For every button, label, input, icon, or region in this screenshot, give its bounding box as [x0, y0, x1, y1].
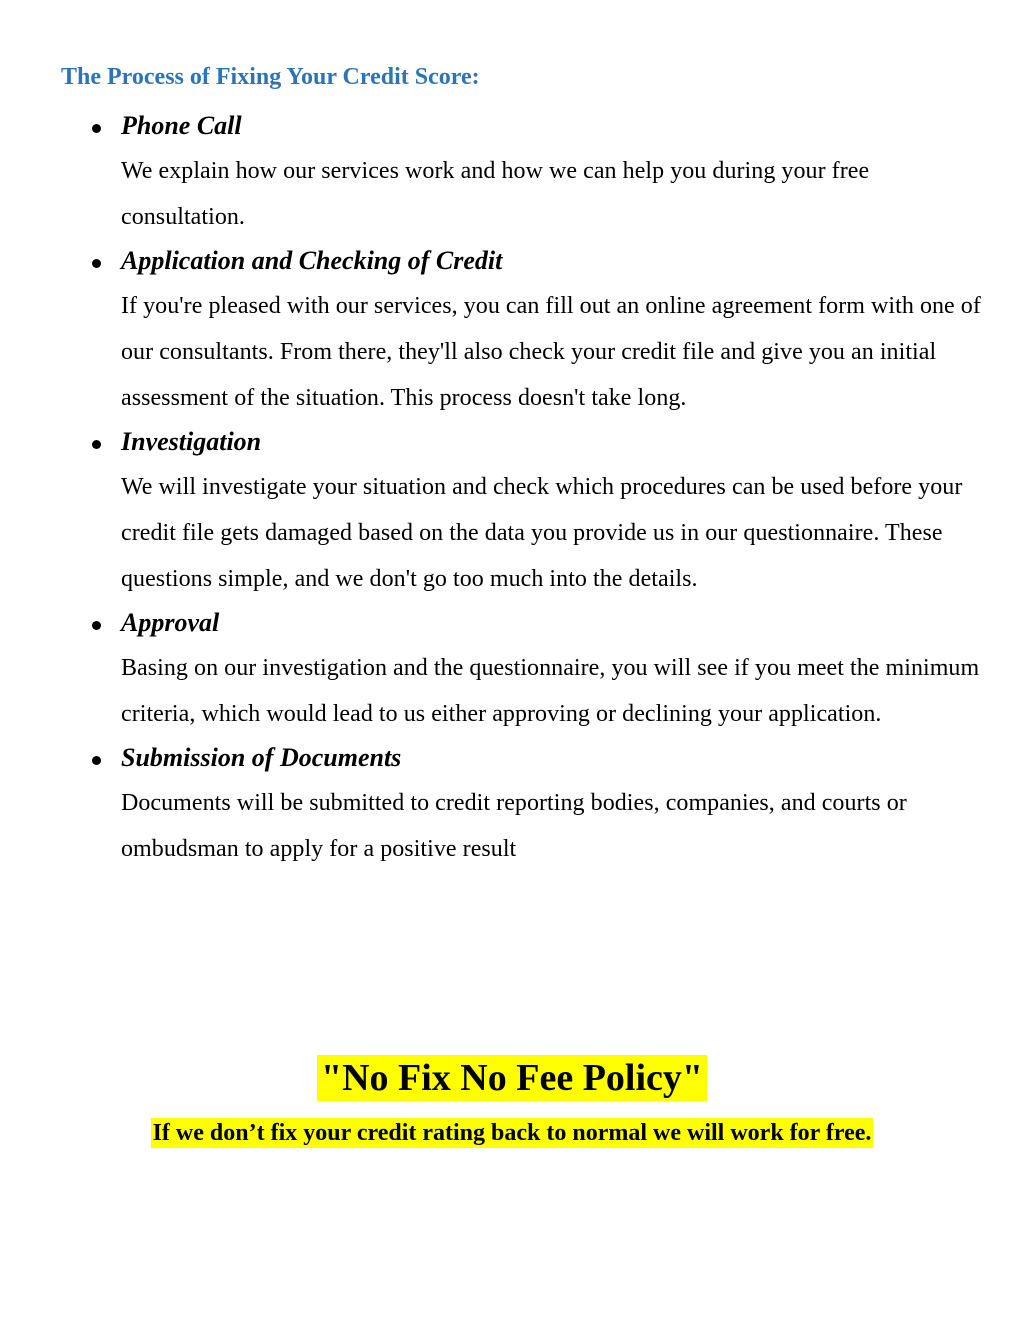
bullet-icon	[92, 621, 101, 630]
policy-title: "No Fix No Fee Policy"	[317, 1055, 707, 1101]
step-title: Submission of Documents	[121, 743, 402, 772]
bullet-icon	[92, 124, 101, 133]
step-description: We explain how our services work and how we can help you during your free consultation.	[121, 158, 870, 230]
step-title: Phone Call	[121, 111, 242, 140]
policy-note: If we don’t fix your credit rating back to normal we will work for free.	[152, 1120, 872, 1146]
step-application-credit-check	[0, 243, 1024, 421]
page-title: The Process of Fixing Your Credit Score:	[61, 64, 480, 90]
process-step-list	[0, 108, 1024, 875]
bullet-icon	[92, 756, 101, 765]
bullet-icon	[92, 259, 101, 268]
step-investigation	[0, 424, 1024, 602]
policy-section	[0, 1055, 1024, 1148]
step-title: Application and Checking of Credit	[121, 246, 503, 275]
step-description: We will investigate your situation and check which procedures can be used before your credit file gets damaged based on the data you provide us in our questionnaire. These questions simple, and we don't go too much into the details.	[121, 474, 963, 592]
bullet-icon	[92, 440, 101, 449]
step-title: Approval	[121, 608, 220, 637]
step-description: Basing on our investigation and the questionnaire, you will see if you meet the minimum criteria, which would lead to us either approving or declining your application.	[121, 655, 980, 727]
step-description: If you're pleased with our services, you can fill out an online agreement form with one of our consultants. From there, they'll also check your credit file and give you an initial assessment of the situation. This process doesn't take long.	[121, 293, 981, 411]
step-title: Investigation	[121, 427, 262, 456]
step-description: Documents will be submitted to credit reporting bodies, companies, and courts or ombudsman to apply for a positive result	[121, 790, 907, 862]
step-approval	[0, 605, 1024, 737]
step-phone-call	[0, 108, 1024, 240]
step-submission-of-documents	[0, 740, 1024, 872]
